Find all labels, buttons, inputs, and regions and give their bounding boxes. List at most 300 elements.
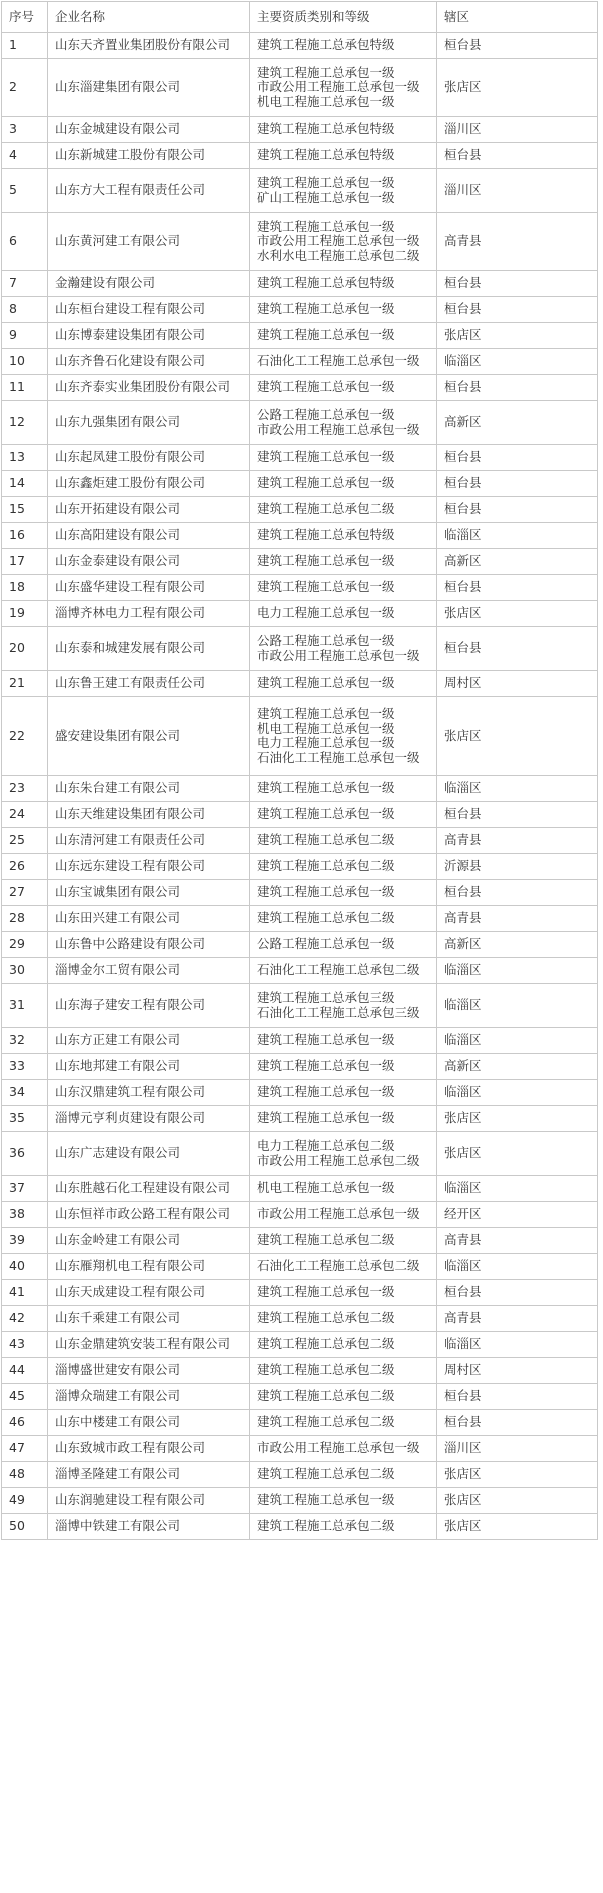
table-row xyxy=(2,1228,598,1254)
district: 桓台县 xyxy=(437,33,598,59)
district: 沂源县 xyxy=(437,854,598,880)
table-body xyxy=(2,33,598,1540)
qualification-cell xyxy=(250,445,437,471)
district: 周村区 xyxy=(437,1358,598,1384)
row-number: 47 xyxy=(2,1436,48,1462)
qualification-item: 建筑工程施工总承包特级 xyxy=(257,37,395,53)
qualification-item: 建筑工程施工总承包二级 xyxy=(257,910,395,926)
row-number: 20 xyxy=(2,627,48,671)
district: 临淄区 xyxy=(437,1028,598,1054)
row-number: 8 xyxy=(2,297,48,323)
qualification-item: 建筑工程施工总承包三级 xyxy=(257,990,395,1005)
district: 临淄区 xyxy=(437,523,598,549)
table-row xyxy=(2,854,598,880)
company-name: 山东淄建集团有限公司 xyxy=(48,59,250,117)
qualification-item: 建筑工程施工总承包特级 xyxy=(257,121,395,137)
district: 张店区 xyxy=(437,1462,598,1488)
row-number: 18 xyxy=(2,575,48,601)
row-number: 5 xyxy=(2,169,48,213)
row-number: 27 xyxy=(2,880,48,906)
qualification-item: 市政公用工程施工总承包二级 xyxy=(257,1152,420,1168)
qualification-item: 公路工程施工总承包一级 xyxy=(257,936,395,952)
row-number: 38 xyxy=(2,1202,48,1228)
qualification-item: 电力工程施工总承包一级 xyxy=(257,605,395,621)
company-name: 山东金岭建工有限公司 xyxy=(48,1228,250,1254)
qualification-cell xyxy=(250,1106,437,1132)
row-number: 23 xyxy=(2,776,48,802)
company-name: 山东海子建安工程有限公司 xyxy=(48,984,250,1028)
company-name: 山东九强集团有限公司 xyxy=(48,401,250,445)
district: 张店区 xyxy=(437,1106,598,1132)
table-row xyxy=(2,297,598,323)
qualification-item: 建筑工程施工总承包一级 xyxy=(257,884,395,900)
qualification-item: 市政公用工程施工总承包一级 xyxy=(257,647,420,663)
qualification-item: 石油化工工程施工总承包一级 xyxy=(257,749,420,765)
qualification-cell xyxy=(250,697,437,776)
row-number: 41 xyxy=(2,1280,48,1306)
company-name: 山东远东建设工程有限公司 xyxy=(48,854,250,880)
district: 桓台县 xyxy=(437,271,598,297)
qualification-item: 建筑工程施工总承包一级 xyxy=(257,1492,395,1508)
qualification-cell xyxy=(250,575,437,601)
table-row xyxy=(2,697,598,776)
company-name: 淄博金尔工贸有限公司 xyxy=(48,958,250,984)
table-row xyxy=(2,575,598,601)
company-name: 山东千乘建工有限公司 xyxy=(48,1306,250,1332)
qualification-item: 石油化工工程施工总承包二级 xyxy=(257,962,420,978)
table-row xyxy=(2,906,598,932)
qualification-item: 建筑工程施工总承包二级 xyxy=(257,1232,395,1248)
qualification-item: 建筑工程施工总承包二级 xyxy=(257,832,395,848)
row-number: 9 xyxy=(2,323,48,349)
qualification-cell xyxy=(250,1306,437,1332)
qualification-cell xyxy=(250,117,437,143)
table-row xyxy=(2,143,598,169)
row-number: 28 xyxy=(2,906,48,932)
district: 周村区 xyxy=(437,671,598,697)
table-row xyxy=(2,1080,598,1106)
company-name: 山东起凤建工股份有限公司 xyxy=(48,445,250,471)
company-name: 山东胜越石化工程建设有限公司 xyxy=(48,1176,250,1202)
qualification-item: 建筑工程施工总承包特级 xyxy=(257,147,395,163)
company-name: 山东鲁王建工有限责任公司 xyxy=(48,671,250,697)
qualification-cell xyxy=(250,932,437,958)
district: 张店区 xyxy=(437,1488,598,1514)
company-name: 淄博中铁建工有限公司 xyxy=(48,1514,250,1540)
qualification-cell xyxy=(250,471,437,497)
row-number: 17 xyxy=(2,549,48,575)
header-district: 辖区 xyxy=(437,2,598,33)
district: 张店区 xyxy=(437,1514,598,1540)
district: 高青县 xyxy=(437,1306,598,1332)
qualification-item: 建筑工程施工总承包一级 xyxy=(257,706,395,721)
district: 高新区 xyxy=(437,401,598,445)
qualification-cell xyxy=(250,349,437,375)
row-number: 43 xyxy=(2,1332,48,1358)
qualification-cell xyxy=(250,601,437,627)
district: 淄川区 xyxy=(437,1436,598,1462)
table-row xyxy=(2,1410,598,1436)
qualification-cell xyxy=(250,1384,437,1410)
row-number: 7 xyxy=(2,271,48,297)
district: 淄川区 xyxy=(437,169,598,213)
qualification-item: 建筑工程施工总承包二级 xyxy=(257,1388,395,1404)
company-name: 山东中楼建工有限公司 xyxy=(48,1410,250,1436)
company-name: 淄博众瑞建工有限公司 xyxy=(48,1384,250,1410)
company-name: 山东方大工程有限责任公司 xyxy=(48,169,250,213)
district: 高新区 xyxy=(437,549,598,575)
district: 临淄区 xyxy=(437,1254,598,1280)
district: 桓台县 xyxy=(437,445,598,471)
company-name: 山东方正建工有限公司 xyxy=(48,1028,250,1054)
row-number: 34 xyxy=(2,1080,48,1106)
table-row xyxy=(2,169,598,213)
qualification-item: 建筑工程施工总承包二级 xyxy=(257,1414,395,1430)
company-name: 山东高阳建设有限公司 xyxy=(48,523,250,549)
table-row xyxy=(2,1488,598,1514)
qualification-item: 建筑工程施工总承包一级 xyxy=(257,64,395,80)
qualification-cell xyxy=(250,854,437,880)
company-name: 山东清河建工有限责任公司 xyxy=(48,828,250,854)
row-number: 33 xyxy=(2,1054,48,1080)
qualification-item: 建筑工程施工总承包一级 xyxy=(257,327,395,343)
company-name: 山东黄河建工有限公司 xyxy=(48,213,250,271)
qualification-cell xyxy=(250,1462,437,1488)
table-row xyxy=(2,1132,598,1176)
company-name: 淄博元亨利贞建设有限公司 xyxy=(48,1106,250,1132)
table-row xyxy=(2,1384,598,1410)
table-row xyxy=(2,828,598,854)
table-row xyxy=(2,375,598,401)
qualification-cell xyxy=(250,627,437,671)
qualification-item: 石油化工工程施工总承包二级 xyxy=(257,1258,420,1274)
district: 桓台县 xyxy=(437,297,598,323)
qualification-item: 矿山工程施工总承包一级 xyxy=(257,189,395,205)
table-row xyxy=(2,59,598,117)
qualification-cell xyxy=(250,1436,437,1462)
company-name: 山东金泰建设有限公司 xyxy=(48,549,250,575)
qualification-item: 机电工程施工总承包一级 xyxy=(257,93,395,109)
row-number: 42 xyxy=(2,1306,48,1332)
district: 临淄区 xyxy=(437,958,598,984)
qualification-cell xyxy=(250,1054,437,1080)
company-name: 山东恒祥市政公路工程有限公司 xyxy=(48,1202,250,1228)
row-number: 40 xyxy=(2,1254,48,1280)
header-no: 序号 xyxy=(2,2,48,33)
company-name: 山东地邦建工有限公司 xyxy=(48,1054,250,1080)
qualification-cell xyxy=(250,143,437,169)
qualification-cell xyxy=(250,906,437,932)
table-row xyxy=(2,1280,598,1306)
qualification-cell xyxy=(250,33,437,59)
district: 临淄区 xyxy=(437,776,598,802)
qualification-item: 石油化工工程施工总承包三级 xyxy=(257,1004,420,1020)
district: 高新区 xyxy=(437,1054,598,1080)
row-number: 48 xyxy=(2,1462,48,1488)
table-row xyxy=(2,271,598,297)
company-name: 淄博盛世建安有限公司 xyxy=(48,1358,250,1384)
table-row xyxy=(2,627,598,671)
qualification-cell xyxy=(250,880,437,906)
company-name: 山东雁翔机电工程有限公司 xyxy=(48,1254,250,1280)
qualification-item: 公路工程施工总承包一级 xyxy=(257,407,395,422)
company-name: 山东金城建设有限公司 xyxy=(48,117,250,143)
table-row xyxy=(2,445,598,471)
company-name: 山东天齐置业集团股份有限公司 xyxy=(48,33,250,59)
qualification-item: 市政公用工程施工总承包一级 xyxy=(257,1206,420,1222)
row-number: 26 xyxy=(2,854,48,880)
qualification-item: 市政公用工程施工总承包一级 xyxy=(257,79,420,95)
district: 桓台县 xyxy=(437,143,598,169)
company-name: 山东鲁中公路建设有限公司 xyxy=(48,932,250,958)
row-number: 25 xyxy=(2,828,48,854)
table-row xyxy=(2,401,598,445)
company-name: 山东广志建设有限公司 xyxy=(48,1132,250,1176)
company-name: 山东致城市政工程有限公司 xyxy=(48,1436,250,1462)
qualification-item: 市政公用工程施工总承包一级 xyxy=(257,1440,420,1456)
qualification-cell xyxy=(250,1488,437,1514)
qualification-cell xyxy=(250,671,437,697)
qualification-item: 建筑工程施工总承包特级 xyxy=(257,527,395,543)
qualification-item: 石油化工工程施工总承包一级 xyxy=(257,353,420,369)
qualification-item: 公路工程施工总承包一级 xyxy=(257,633,395,648)
qualification-cell xyxy=(250,802,437,828)
table-row xyxy=(2,1436,598,1462)
district: 桓台县 xyxy=(437,575,598,601)
district: 桓台县 xyxy=(437,1384,598,1410)
header-row xyxy=(2,2,598,33)
qualification-item: 电力工程施工总承包二级 xyxy=(257,1138,395,1153)
table-row xyxy=(2,471,598,497)
table-row xyxy=(2,1106,598,1132)
district: 桓台县 xyxy=(437,1410,598,1436)
company-name: 山东博泰建设集团有限公司 xyxy=(48,323,250,349)
header-qualification: 主要资质类别和等级 xyxy=(250,2,437,33)
table-row xyxy=(2,671,598,697)
table-row xyxy=(2,932,598,958)
qualification-item: 建筑工程施工总承包一级 xyxy=(257,379,395,395)
qualification-cell xyxy=(250,401,437,445)
qualification-item: 建筑工程施工总承包一级 xyxy=(257,579,395,595)
row-number: 31 xyxy=(2,984,48,1028)
table-row xyxy=(2,1028,598,1054)
row-number: 46 xyxy=(2,1410,48,1436)
table-row xyxy=(2,1514,598,1540)
district: 临淄区 xyxy=(437,349,598,375)
row-number: 10 xyxy=(2,349,48,375)
row-number: 21 xyxy=(2,671,48,697)
company-name: 盛安建设集团有限公司 xyxy=(48,697,250,776)
row-number: 2 xyxy=(2,59,48,117)
table-row xyxy=(2,984,598,1028)
table-row xyxy=(2,1254,598,1280)
row-number: 12 xyxy=(2,401,48,445)
row-number: 14 xyxy=(2,471,48,497)
qualification-cell xyxy=(250,984,437,1028)
qualification-cell xyxy=(250,375,437,401)
district: 临淄区 xyxy=(437,984,598,1028)
row-number: 24 xyxy=(2,802,48,828)
company-name: 山东宝诚集团有限公司 xyxy=(48,880,250,906)
table-row xyxy=(2,776,598,802)
company-name: 山东泰和城建发展有限公司 xyxy=(48,627,250,671)
qualification-cell xyxy=(250,523,437,549)
row-number: 39 xyxy=(2,1228,48,1254)
district: 经开区 xyxy=(437,1202,598,1228)
district: 临淄区 xyxy=(437,1080,598,1106)
company-name: 金瀚建设有限公司 xyxy=(48,271,250,297)
table-row xyxy=(2,1306,598,1332)
qualification-cell xyxy=(250,1228,437,1254)
district: 桓台县 xyxy=(437,1280,598,1306)
qualification-item: 机电工程施工总承包一级 xyxy=(257,1180,395,1196)
qualification-item: 建筑工程施工总承包二级 xyxy=(257,1362,395,1378)
district: 高青县 xyxy=(437,906,598,932)
table-row xyxy=(2,1332,598,1358)
table-row xyxy=(2,958,598,984)
company-name: 山东田兴建工有限公司 xyxy=(48,906,250,932)
row-number: 11 xyxy=(2,375,48,401)
qualification-item: 建筑工程施工总承包二级 xyxy=(257,1518,395,1534)
company-name: 山东齐鲁石化建设有限公司 xyxy=(48,349,250,375)
qualification-item: 建筑工程施工总承包一级 xyxy=(257,553,395,569)
qualification-item: 建筑工程施工总承包二级 xyxy=(257,1466,395,1482)
qualification-item: 水利水电工程施工总承包二级 xyxy=(257,247,420,263)
qualification-cell xyxy=(250,497,437,523)
row-number: 3 xyxy=(2,117,48,143)
row-number: 36 xyxy=(2,1132,48,1176)
company-name: 山东齐泰实业集团股份有限公司 xyxy=(48,375,250,401)
company-name: 山东新城建工股份有限公司 xyxy=(48,143,250,169)
qualification-cell xyxy=(250,1358,437,1384)
qualification-item: 建筑工程施工总承包二级 xyxy=(257,858,395,874)
row-number: 29 xyxy=(2,932,48,958)
row-number: 35 xyxy=(2,1106,48,1132)
qualification-cell xyxy=(250,323,437,349)
qualification-cell xyxy=(250,297,437,323)
qualification-item: 建筑工程施工总承包二级 xyxy=(257,1336,395,1352)
qualification-cell xyxy=(250,828,437,854)
table-row xyxy=(2,1176,598,1202)
district: 张店区 xyxy=(437,601,598,627)
qualification-item: 建筑工程施工总承包一级 xyxy=(257,1084,395,1100)
row-number: 50 xyxy=(2,1514,48,1540)
qualification-item: 建筑工程施工总承包一级 xyxy=(257,1032,395,1048)
district: 高青县 xyxy=(437,828,598,854)
row-number: 32 xyxy=(2,1028,48,1054)
table-row xyxy=(2,1358,598,1384)
company-name: 淄博齐林电力工程有限公司 xyxy=(48,601,250,627)
table-row xyxy=(2,1202,598,1228)
qualification-cell xyxy=(250,59,437,117)
table-row xyxy=(2,802,598,828)
district: 临淄区 xyxy=(437,1176,598,1202)
qualification-cell xyxy=(250,1202,437,1228)
enterprise-qualification-table xyxy=(1,1,598,1540)
qualification-cell xyxy=(250,1514,437,1540)
district: 临淄区 xyxy=(437,1332,598,1358)
row-number: 37 xyxy=(2,1176,48,1202)
qualification-item: 电力工程施工总承包一级 xyxy=(257,735,395,750)
table-row xyxy=(2,1054,598,1080)
district: 张店区 xyxy=(437,323,598,349)
table-row xyxy=(2,33,598,59)
qualification-cell xyxy=(250,1132,437,1176)
qualification-item: 市政公用工程施工总承包一级 xyxy=(257,421,420,437)
row-number: 19 xyxy=(2,601,48,627)
header-company-name: 企业名称 xyxy=(48,2,250,33)
qualification-cell xyxy=(250,169,437,213)
table-row xyxy=(2,349,598,375)
qualification-cell xyxy=(250,1254,437,1280)
district: 桓台县 xyxy=(437,497,598,523)
company-name: 山东天成建设工程有限公司 xyxy=(48,1280,250,1306)
district: 淄川区 xyxy=(437,117,598,143)
qualification-cell xyxy=(250,1280,437,1306)
district: 桓台县 xyxy=(437,880,598,906)
row-number: 22 xyxy=(2,697,48,776)
row-number: 45 xyxy=(2,1384,48,1410)
qualification-cell xyxy=(250,1176,437,1202)
qualification-item: 建筑工程施工总承包一级 xyxy=(257,175,395,190)
row-number: 15 xyxy=(2,497,48,523)
table-row xyxy=(2,497,598,523)
company-name: 山东盛华建设工程有限公司 xyxy=(48,575,250,601)
district: 高青县 xyxy=(437,1228,598,1254)
table-row xyxy=(2,549,598,575)
table-row xyxy=(2,601,598,627)
company-name: 山东天维建设集团有限公司 xyxy=(48,802,250,828)
qualification-item: 建筑工程施工总承包一级 xyxy=(257,1058,395,1074)
table-row xyxy=(2,213,598,271)
company-name: 山东汉鼎建筑工程有限公司 xyxy=(48,1080,250,1106)
qualification-item: 建筑工程施工总承包一级 xyxy=(257,475,395,491)
qualification-item: 建筑工程施工总承包一级 xyxy=(257,301,395,317)
qualification-item: 市政公用工程施工总承包一级 xyxy=(257,233,420,249)
district: 桓台县 xyxy=(437,375,598,401)
row-number: 6 xyxy=(2,213,48,271)
row-number: 4 xyxy=(2,143,48,169)
company-name: 山东鑫炬建工股份有限公司 xyxy=(48,471,250,497)
qualification-item: 建筑工程施工总承包一级 xyxy=(257,1110,395,1126)
qualification-item: 建筑工程施工总承包一级 xyxy=(257,218,395,234)
qualification-cell xyxy=(250,1080,437,1106)
table-row xyxy=(2,880,598,906)
row-number: 1 xyxy=(2,33,48,59)
table-row xyxy=(2,323,598,349)
table-row xyxy=(2,1462,598,1488)
district: 高新区 xyxy=(437,932,598,958)
qualification-cell xyxy=(250,549,437,575)
qualification-item: 建筑工程施工总承包一级 xyxy=(257,449,395,465)
district: 张店区 xyxy=(437,1132,598,1176)
row-number: 30 xyxy=(2,958,48,984)
qualification-item: 建筑工程施工总承包一级 xyxy=(257,806,395,822)
qualification-cell xyxy=(250,271,437,297)
qualification-item: 建筑工程施工总承包二级 xyxy=(257,501,395,517)
row-number: 44 xyxy=(2,1358,48,1384)
qualification-cell xyxy=(250,776,437,802)
row-number: 16 xyxy=(2,523,48,549)
company-name: 山东金鼎建筑安装工程有限公司 xyxy=(48,1332,250,1358)
table-row xyxy=(2,117,598,143)
company-name: 淄博圣隆建工有限公司 xyxy=(48,1462,250,1488)
district: 高青县 xyxy=(437,213,598,271)
qualification-item: 建筑工程施工总承包一级 xyxy=(257,675,395,691)
qualification-item: 建筑工程施工总承包一级 xyxy=(257,1284,395,1300)
qualification-cell xyxy=(250,1410,437,1436)
qualification-item: 建筑工程施工总承包特级 xyxy=(257,275,395,291)
